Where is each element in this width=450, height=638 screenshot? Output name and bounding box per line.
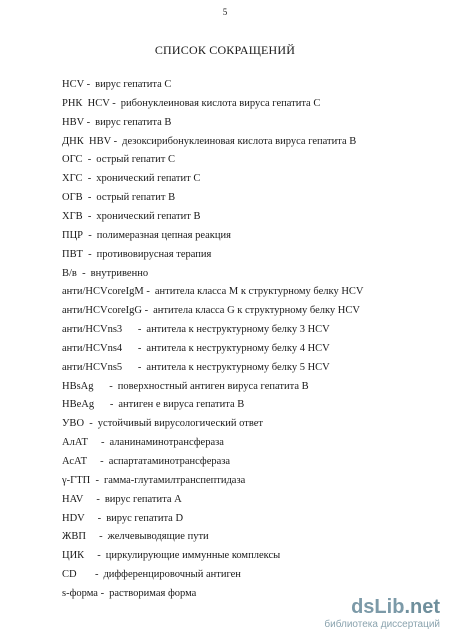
watermark-subtitle: библиотека диссертаций xyxy=(324,619,440,630)
abbreviation-definition: растворимая форма xyxy=(109,587,197,599)
abbreviation-term: АлАТ - xyxy=(62,437,105,449)
abbreviation-definition: желчевыводящие пути xyxy=(107,531,209,543)
abbreviation-row xyxy=(62,97,320,111)
abbreviation-definition: циркулирующие иммунные комплексы xyxy=(105,550,281,562)
abbreviation-row xyxy=(62,285,364,299)
abbreviation-row xyxy=(62,78,171,92)
abbreviation-definition: антиген е вируса гепатита В xyxy=(118,399,245,411)
abbreviation-definition: острый гепатит С xyxy=(96,154,175,166)
abbreviation-row xyxy=(62,323,330,337)
abbreviation-term: γ-ГТП - xyxy=(62,474,99,486)
abbreviation-term: анти/HCVns3 - xyxy=(62,324,142,336)
abbreviation-row xyxy=(62,267,148,281)
abbreviation-term: ЦИК - xyxy=(62,550,101,562)
abbreviation-definition: полимеразная цепная реакция xyxy=(96,229,231,241)
abbreviation-definition: антитела класса G к структурному белку HCV xyxy=(153,305,360,317)
abbreviation-definition: хронический гепатит В xyxy=(96,210,201,222)
abbreviation-term: УВО - xyxy=(62,418,93,430)
abbreviation-term: ДНК HBV - xyxy=(62,135,118,147)
abbreviation-term: ХГВ - xyxy=(62,210,92,222)
abbreviation-term: ПВТ - xyxy=(62,248,92,260)
abbreviation-row xyxy=(62,493,182,507)
abbreviation-definition: вирус гепатита В xyxy=(95,116,172,128)
abbreviation-term: анти/HCVcoreIgM - xyxy=(62,286,150,298)
watermark-logo-main: dsLib xyxy=(351,596,405,618)
abbreviation-definition: вирус гепатита D xyxy=(106,512,184,524)
abbreviation-row xyxy=(62,135,356,149)
abbreviation-row xyxy=(62,549,280,563)
abbreviation-definition: аланинаминотрансфераза xyxy=(109,437,224,449)
abbreviation-definition: вирус гепатита С xyxy=(95,79,172,90)
abbreviation-row xyxy=(62,361,330,375)
page-number: 5 xyxy=(222,7,228,17)
abbreviation-term: АсАТ - xyxy=(62,456,104,467)
abbreviation-definition: антитела класса М к структурному белку HCV xyxy=(154,286,364,298)
abbreviation-term: ХГС - xyxy=(62,173,92,185)
abbreviation-definition: противовирусная терапия xyxy=(96,248,212,260)
abbreviation-term: HCV - xyxy=(62,79,91,90)
abbreviation-term: ОГС - xyxy=(62,154,92,166)
abbreviation-definition: устойчивый вирусологический ответ xyxy=(97,418,263,430)
abbreviation-row xyxy=(62,342,330,356)
abbreviation-definition: вирус гепатита А xyxy=(104,493,182,505)
abbreviation-row xyxy=(62,248,211,262)
abbreviation-definition: антитела к неструктурному белку 5 HCV xyxy=(146,361,330,373)
abbreviation-definition: дифференцировочный антиген xyxy=(103,569,241,581)
abbreviation-term: анти/HCVns4 - xyxy=(62,342,142,354)
abbreviation-definition: поверхностный антиген вируса гепатита В xyxy=(117,380,309,392)
abbreviation-row xyxy=(62,172,200,186)
abbreviation-row xyxy=(62,210,200,224)
abbreviation-term: В/в - xyxy=(62,267,86,279)
abbreviation-definition: антитела к неструктурному белку 4 HCV xyxy=(146,342,330,354)
abbreviation-term: анти/HCVns5 - xyxy=(62,361,142,373)
abbreviation-term: HBeAg - xyxy=(62,399,114,411)
abbreviation-definition: рибонуклеиновая кислота вируса гепатита С xyxy=(120,97,321,109)
abbreviation-row xyxy=(62,530,209,544)
watermark xyxy=(324,597,440,630)
abbreviation-term: анти/HCVcoreIgG - xyxy=(62,305,149,317)
abbreviation-definition: хронический гепатит С xyxy=(96,173,201,185)
abbreviation-row xyxy=(62,512,183,526)
abbreviation-row xyxy=(62,417,263,431)
abbreviation-definition: гамма-глутамилтранспептидаза xyxy=(103,474,246,486)
abbreviation-row xyxy=(62,116,171,130)
abbreviation-term: ЖВП - xyxy=(62,531,103,543)
abbreviation-term: ПЦР - xyxy=(62,229,92,241)
abbreviation-row xyxy=(62,436,224,450)
abbreviation-term: HAV - xyxy=(62,493,100,505)
page-title: СПИСОК СОКРАЩЕНИЙ xyxy=(154,43,296,57)
abbreviation-term: s-форма - xyxy=(62,587,105,599)
abbreviation-definition: дезоксирибонуклеиновая кислота вируса гепатита В xyxy=(122,135,357,147)
abbreviation-definition: антитела к неструктурному белку 3 HCV xyxy=(146,324,330,336)
abbreviation-row xyxy=(62,474,245,488)
abbreviation-row xyxy=(62,304,360,318)
abbreviation-term: HBsAg - xyxy=(62,380,113,392)
abbreviation-row xyxy=(62,380,309,394)
abbreviation-row xyxy=(62,398,244,412)
abbreviation-row xyxy=(62,191,175,205)
abbreviation-row xyxy=(62,568,241,582)
abbreviation-definition: внутривенно xyxy=(90,267,149,279)
abbreviation-row xyxy=(62,229,231,243)
abbreviation-term: ОГВ - xyxy=(62,192,92,204)
abbreviation-definition: аспартатаминотрансфераза xyxy=(108,456,231,467)
abbreviation-row xyxy=(62,455,230,469)
abbreviation-definition: острый гепатит В xyxy=(96,192,176,204)
watermark-logo xyxy=(324,597,440,617)
abbreviation-row xyxy=(62,153,175,167)
abbreviation-term: HDV - xyxy=(62,512,102,524)
watermark-logo-tld: .net xyxy=(404,596,440,618)
abbreviation-term: HBV - xyxy=(62,116,91,128)
abbreviation-row xyxy=(62,587,196,601)
abbreviation-term: CD - xyxy=(62,569,99,581)
abbreviation-term: РНК HCV - xyxy=(62,97,116,109)
